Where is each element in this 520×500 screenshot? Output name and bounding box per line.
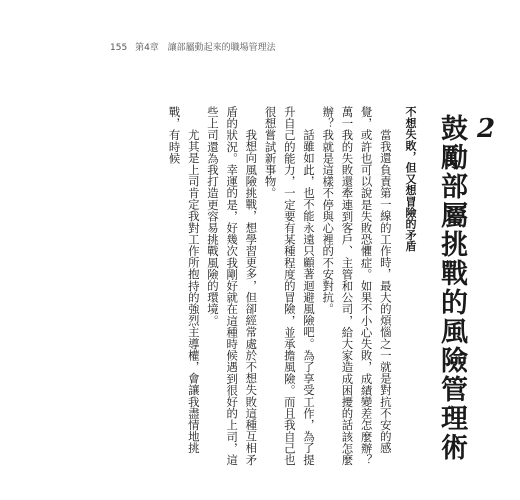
paragraph: 話雖如此，也不能永遠只顧著迴避風險吧。為了享受工作，為了提升自己的能力，一定要有某種程度的冒險，並承擔風險。而且我自己也很想嘗試新事物。 bbox=[263, 106, 316, 466]
running-title: 讓部屬動起來的職場管理法 bbox=[167, 43, 276, 53]
subheading: 不想失敗，但又想冒險的矛盾 bbox=[404, 106, 417, 252]
section-number: 2 bbox=[471, 114, 501, 144]
section-heading: 鼓勵部屬挑戰的風險管理術 bbox=[436, 114, 467, 462]
chapter-label: 第4章 bbox=[135, 43, 159, 53]
section-title bbox=[432, 114, 501, 462]
page-number: 155 bbox=[110, 43, 128, 53]
body-text bbox=[112, 106, 420, 471]
running-header bbox=[110, 40, 276, 53]
paragraph: 我想向風險挑戰，想學習更多，但卻經常處於不想失敗這種互相矛盾的狀況。幸運的是，好幾次我剛好就在這種時候遇到很好的上司，這些上司還為我打造更容易挑戰風險的環境。 bbox=[205, 106, 259, 466]
paragraph: 尤其是上司肯定我對工作所抱持的強烈主導權，會讓我盡情地挑戰，有時候 bbox=[167, 106, 201, 454]
paragraph: 當我還負責第一線的工作時，最大的煩惱之一就是對抗不安的感覺，或許也可以說是失敗恐懼症。如果不小心失敗，成績變差怎麼辦？萬一我的失敗還牽連到客戶、主管和公司，給大家造成困擾的話該怎麼辦？我就是這樣不停與心裡的不安對抗。 bbox=[321, 106, 393, 466]
